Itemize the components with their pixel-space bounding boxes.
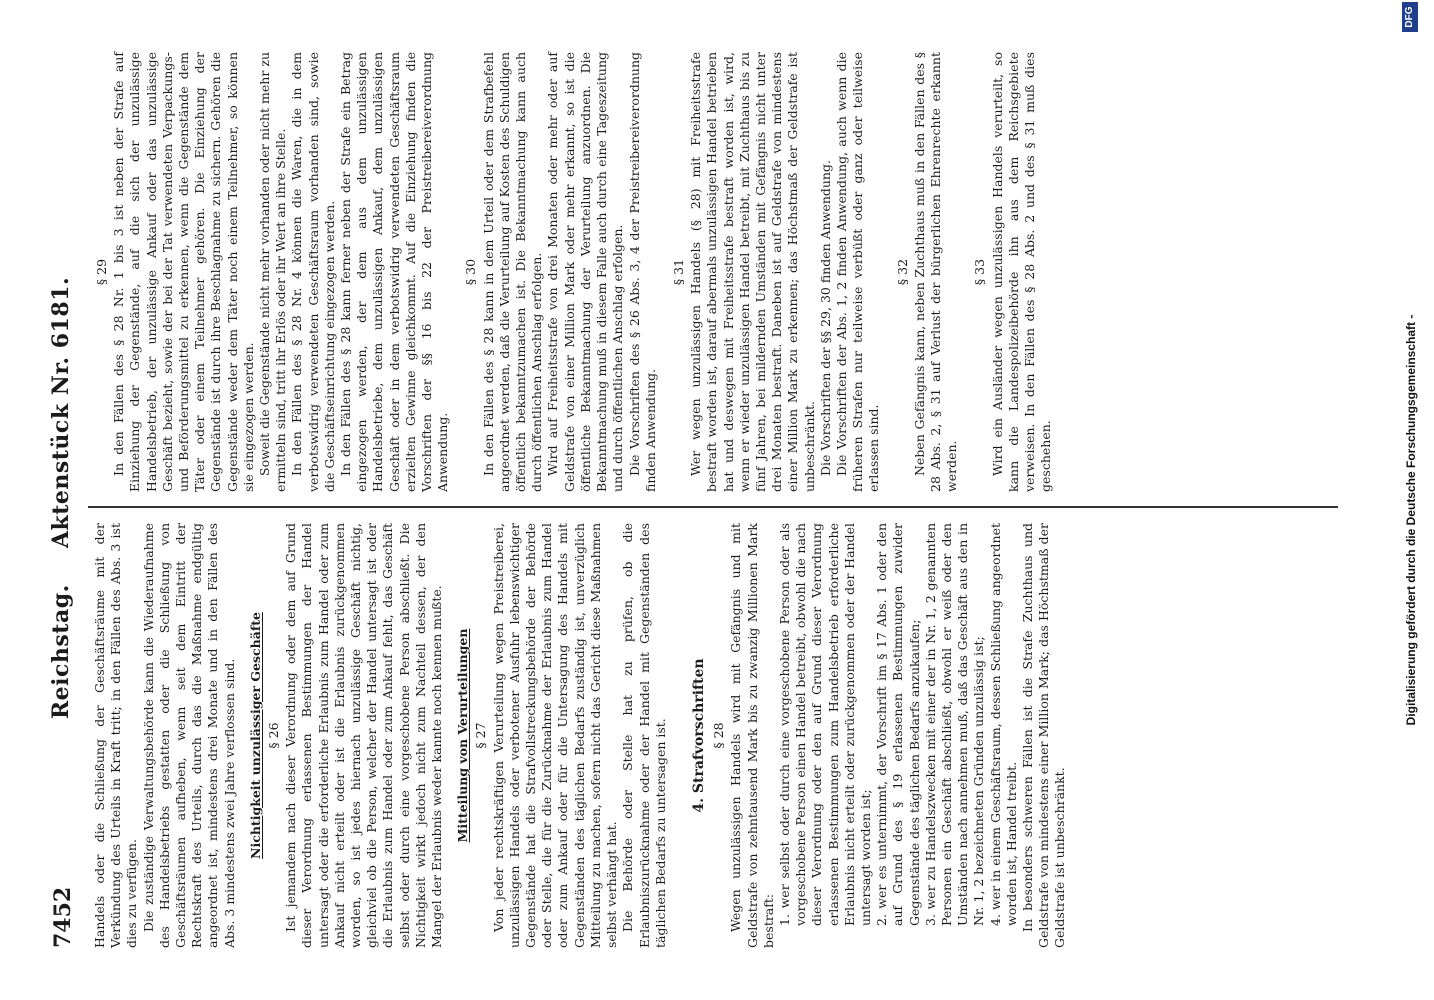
section-number-28: § 28	[711, 722, 727, 749]
credit-caption: Digitalisierung gefördert durch die Deutsche Forschungsgemeinschaft -	[1404, 314, 1418, 726]
section-number-32: § 32	[894, 258, 910, 286]
list-item: 1. wer selbst oder durch eine vorgeschobene Person oder als vorgeschobene Person einen Handel betreibt, obwohl die nach dieser Verordnung oder den auf Grund dieser Verordnung erlassenen Bestimmungen zum Handelsbetrieb erforderliche Erlaubnis nicht erteilt oder zurückgenommen oder der Handel untersagt worden ist;	[776, 523, 873, 926]
page-number: 7452	[50, 886, 76, 948]
right-column	[92, 52, 1054, 492]
section-number-31: § 31	[670, 258, 686, 286]
paragraph: Die zuständige Verwaltungsbehörde kann die Wiederaufnahme des Handelsbetriebs gestatten oder die Schließung von Geschäftsräumen aufheben, wenn seit dem Eintritt der Rechtskraft des Urteils, durch das die Maßnahme endgültig angeordnet ist, mindestens drei Monate und in den Fällen des Abs. 3 mindestens zwei Jahre verflossen sind.	[140, 523, 237, 948]
paragraph: Die Vorschriften der Abs. 1, 2 finden Anwendung, auch wenn die früheren Strafen nur teilweise verbüßt oder ganz oder teilweise erlassen sind.	[833, 52, 882, 492]
document-number: Aktenstück Nr. 6181.	[48, 276, 74, 549]
paragraph: Wird auf Freiheitsstrafe von drei Monaten oder mehr oder auf Geldstrafe von einer Million Mark oder mehr erkannt, so ist die öffentliche Bekanntmachung der Verurteilung anzuordnen. Die Bekanntmachung muß in diesem Falle auch durch eine Tageszeitung und durch öffentlichen Anschlag erfolgen.	[545, 52, 626, 492]
page-title	[48, 48, 74, 948]
section-number-29: § 29	[94, 258, 109, 286]
list-item: 2. wer es unternimmt, der Vorschrift im § 17 Abs. 1 oder den auf Grund des § 19 erlassenen Bestimmungen zuwider Gegenstände des täglichen Bedarfs anzukaufen;	[874, 523, 922, 926]
paragraph: In besonders schweren Fällen ist die Strafe Zuchthaus und Geldstrafe von mindestens einer Million Mark; das Höchstmaß der Geldstrafe ist unbeschränkt.	[1019, 523, 1068, 948]
digitization-credit	[1394, 0, 1428, 1000]
left-column	[92, 523, 1069, 948]
paragraph: In den Fällen des § 28 Nr. 4 können die Waren, die in dem verbotswidrig verwendeten Geschäftsraum vorhanden sind, sowie die Geschäftseinrichtung eingezogen werden.	[289, 52, 337, 492]
paragraph: Die Behörde oder Stelle hat zu prüfen, ob die Erlaubniszurücknahme oder der Handel mit Gegenständen des täglichen Bedarfs zu untersagen ist.	[620, 523, 668, 948]
enumerated-list	[777, 523, 1020, 948]
paragraph: Ist jemandem nach dieser Verordnung oder dem auf Grund dieser Verordnung erlassenen Bestimmungen der Handel untersagt oder die erforderliche Erlaubnis zum Handel oder zum Ankauf nicht erteilt oder ist die Erlaubnis zurückgenommen worden, so ist jedes hiernach unzulässige Geschäft nichtig, gleichviel ob die Person, welcher der Handel untersagt ist oder die Erlaubnis zum Handel oder zum Ankauf fehlt, das Geschäft selbst oder durch eine vorgeschobene Person abschließt. Die Nichtigkeit wirkt jedoch nicht zum Nachteil dessen, der den Mangel der Erlaubnis weder kannte noch kennen mußte.	[283, 523, 445, 948]
paragraph: Soweit die Gegenstände nicht mehr vorhanden oder nicht mehr zu ermitteln sind, tritt ihr Erlös oder ihr Wert an ihre Stelle.	[257, 52, 289, 492]
page-header	[46, 48, 82, 948]
paragraph: Wer wegen unzulässigen Handels (§ 28) mit Freiheitsstrafe bestraft worden ist, darauf abermals unzulässigen Handel betrieben hat und deswegen mit Freiheitsstrafe bestraft worden ist, wird, wenn er wieder unzulässigen Handel betreibt, mit Zuchthaus bis zu fünf Jahren, bei mildernden Umständen mit Gefängnis nicht unter drei Monaten bestraft. Daneben ist auf Geldstrafe von mindestens einer Million Mark zu erkennen; das Höchstmaß der Geldstrafe ist unbeschränkt.	[688, 52, 817, 492]
chapter-heading: 4. Strafvorschriften	[690, 658, 707, 813]
section-number-30: § 30	[463, 258, 479, 286]
paragraph: Handels oder die Schließung der Geschäftsräume mit der Verkündung des Urteils in Kraft tritt; in den Fällen des Abs. 3 ist dies zu verfügen.	[92, 523, 140, 948]
section-heading-mitteilung: Mitteilung von Verurteilungen	[455, 628, 471, 843]
section-number-26: § 26	[266, 722, 282, 749]
paragraph: In den Fällen des § 28 Nr. 1 bis 3 ist neben der Strafe auf Einziehung der Gegenstände, auf die sich der unzulässige Handelsbetrieb, der unzulässige Ankauf oder das unzulässige Geschäft bezieht, sowie der bei der Tat verwendeten Verpackungs- und Beförderungsmittel zu erkennen, wenn die Gegenstände dem Täter oder einem Teilnehmer gehören. Die Einziehung der Gegenstände ist durch ihre Beschlagnahme zu sichern. Gehören die Gegenstände weder dem Täter noch einem Teilnehmer, so können sie eingezogen werden.	[111, 52, 256, 492]
column-divider	[88, 506, 1338, 508]
publication-name: Reichstag.	[48, 584, 74, 720]
paragraph: Von jeder rechtskräftigen Verurteilung wegen Preistreiberei, unzulässigen Handels oder verbotener Ausfuhr lebenswichtiger Gegenstände hat die Strafvollstreckungsbehörde der Behörde oder Stelle, die für die Zurücknahme der Erlaubnis zum Handel oder zum Ankauf oder für die Untersagung des Handels mit Gegenständen des täglichen Bedarfs zuständig ist, unverzüglich Mitteilung zu machen, sofern nicht das Gericht diese Maßnahmen selbst verhängt hat.	[490, 523, 620, 948]
section-heading-nichtigkeit: Nichtigkeit unzulässiger Geschäfte	[247, 612, 263, 859]
paragraph: In den Fällen des § 28 kann ferner neben der Strafe ein Betrag eingezogen werden, der dem aus dem unzulässigen Handelsbetriebe, dem unzulässigen Ankauf, dem unzulässigen Geschäft oder in dem verbotswidrig verwendeten Geschäftsraum erzielten Gewinne gleichkommt. Auf die Einziehung finden die Vorschriften der §§ 16 bis 22 der Preistreibereiverordnung Anwendung.	[338, 52, 451, 492]
paragraph: Neben Gefängnis kann, neben Zuchthaus muß in den Fällen des § 28 Abs. 2, § 31 auf Verlust der bürgerlichen Ehrenrechte erkannt werden.	[911, 52, 960, 492]
paragraph: Die Vorschriften der §§ 29, 30 finden Anwendung.	[817, 160, 833, 476]
section-number-33: § 33	[972, 258, 988, 286]
paragraph: Wegen unzulässigen Handels wird mit Gefängnis und mit Geldstrafe von zehntausend Mark bis zu zwanzig Millionen Mark bestraft:	[728, 523, 776, 948]
paragraph: Die Vorschriften des § 26 Abs. 3, 4 der Preistreibereiverordnung finden Anwendung.	[626, 52, 658, 492]
section-number-27: § 27	[473, 722, 489, 749]
list-item: 4. wer in einem Geschäftsraum, dessen Schließung angeordnet worden ist, Handel treibt.	[987, 523, 1019, 926]
dfg-logo: DFG	[1402, 2, 1418, 32]
paragraph: In den Fällen des § 28 kann in dem Urteil oder dem Strafbefehl angeordnet werden, daß die Verurteilung auf Kosten des Schuldigen öffentlich bekanntzumachen ist. Die Bekanntmachung kann auch durch öffentlichen Anschlag erfolgen.	[480, 52, 545, 492]
list-item: 3. wer zu Handelszwecken mit einer der in Nr. 1, 2 genannten Personen ein Geschäft abschließt, obwohl er weiß oder den Umständen nach annehmen muß, daß das Geschäft aus den in Nr. 1, 2 bezeichneten Gründen unzulässig ist;	[922, 523, 987, 926]
paragraph: Wird ein Ausländer wegen unzulässigen Handels verurteilt, so kann die Landespolizeibehörde ihn aus dem Reichsgebiete verweisen. In den Fällen des § 28 Abs. 2 und des § 31 muß dies geschehen.	[989, 52, 1054, 492]
